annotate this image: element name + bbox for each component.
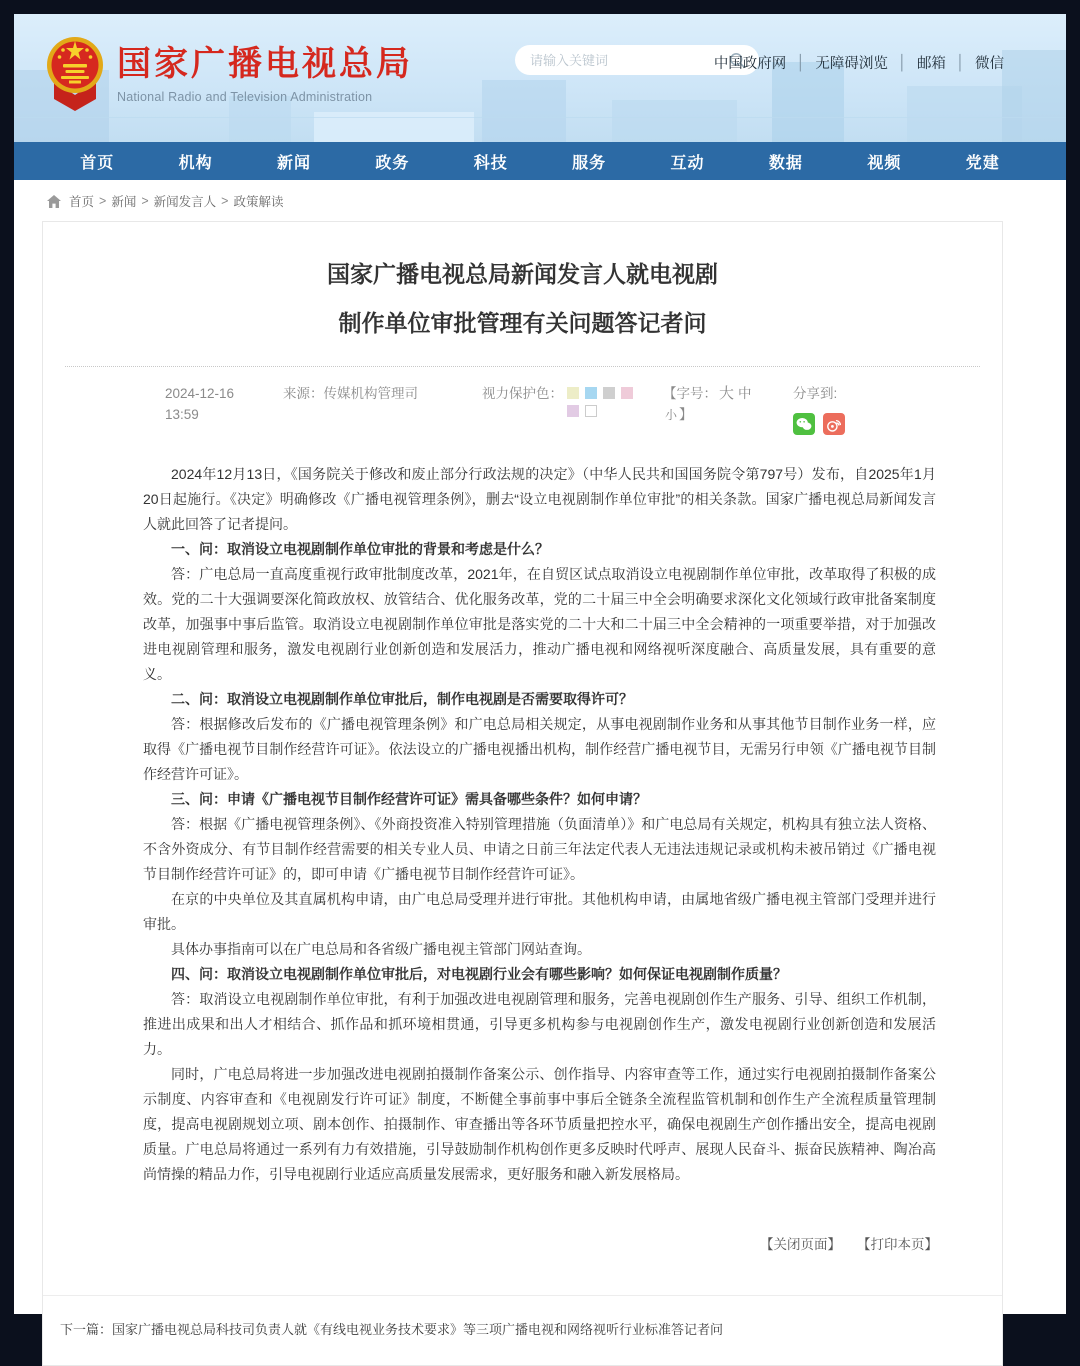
nav-item-9[interactable]: 党建 xyxy=(965,154,1000,172)
body-paragraph: 答：根据修改后发布的《广播电视管理条例》和广电总局相关规定，从事电视剧制作业务和从事其他节目制作业务一样，应取得《广播电视节目制作经营许可证》。依法设立的广播电视播出机构，制作经营广播电视节目，无需另行申领《广播电视节目制作经营许可证》。 xyxy=(143,716,936,782)
article-title xyxy=(65,222,980,367)
eye-protect-swatch-0[interactable] xyxy=(567,387,579,399)
site-header xyxy=(14,14,1066,142)
font-size-close-bracket: 】 xyxy=(679,407,693,422)
article-meta xyxy=(165,383,942,435)
article-card xyxy=(42,221,1003,1366)
next-article-link[interactable]: 下一篇：国家广播电视总局科技司负责人就《有线电视业务技术要求》等三项广播电视和网络视听行业标准答记者问 xyxy=(60,1322,724,1337)
article-title-line1: 国家广播电视总局新闻发言人就电视剧 xyxy=(327,261,718,287)
question-paragraph: 四、问：取消设立电视剧制作单位审批后，对电视剧行业会有哪些影响？如何保证电视剧制作质量？ xyxy=(171,966,787,982)
question-paragraph: 二、问：取消设立电视剧制作单位审批后，制作电视剧是否需要取得许可？ xyxy=(171,691,633,707)
nav-item-8[interactable]: 视频 xyxy=(867,154,902,172)
eye-protect-label: 视力保护色： xyxy=(482,386,563,401)
question-paragraph: 三、问：申请《广播电视节目制作经营许可证》需具备哪些条件？如何申请？ xyxy=(171,791,647,807)
eye-protect-swatch-4[interactable] xyxy=(567,405,579,417)
body-paragraph: 答：根据《广播电视管理条例》、《外商投资准入特别管理措施（负面清单）》和广电总局有关规定，机构具有独立法人资格、不含外资成分、有节目制作经营需要的相关专业人员、申请之日前三年法定代表人无违法违规记录或机构未被吊销过《广播电视节目制作经营许可证》的，即可申请《广播电视节目制作经营许可证》。 xyxy=(143,816,936,882)
body-paragraph: 同时，广电总局将进一步加强改进电视剧拍摄制作备案公示、创作指导、内容审查等工作，通过实行电视剧拍摄制作备案公示制度、内容审查和《电视剧发行许可证》制度，不断健全事前事中事后全链条全流程监管机制和创作生产全流程质量管理制度，提高电视剧规划立项、剧本创作、拍摄制作、审查播出等各环节质量把控水平，确保电视剧生产创作播出安全，提高电视剧质量。广电总局将通过一系列有力有效措施，引导鼓励制作机构创作更多反映时代呼声、展现人民奋斗、振奋民族精神、陶冶高尚情操的精品力作，引导电视剧行业适应高质量发展需求，更好服务和融入新发展格局。 xyxy=(143,1066,936,1182)
article-title-line2: 制作单位审批管理有关问题答记者问 xyxy=(338,310,707,336)
body-paragraph: 在京的中央单位及其直属机构申请，由广电总局受理并进行审批。其他机构申请，由属地省级广播电视主管部门受理并进行审批。 xyxy=(143,891,936,932)
body-paragraph: 答：广电总局一直高度重视行政审批制度改革，2021年，在自贸区试点取消设立电视剧制作单位审批，改革取得了积极的成效。党的二十大强调要深化简政放权、放管结合、优化服务改革，党的二十届三中全会明确要求深化文化领域行政审批备案制度改革，加强事中事后监管。取消设立电视剧制作单位审批是落实党的二十大和二十届三中全会精神的一项重要举措，对于加强改进电视剧管理和服务，激发电视剧行业创新创造和发展活力，推动广播电视和网络视听深度融合、高质量发展，具有重要的意义。 xyxy=(143,566,936,682)
body-paragraph: 答：取消设立电视剧制作单位审批，有利于加强改进电视剧管理和服务，完善电视剧创作生产服务、引导、组织工作机制，推进出成果和出人才相结合、抓作品和抓环境相贯通，引导更多机构参与电视剧创作生产，激发电视剧行业创新创造和发展活力。 xyxy=(143,991,936,1057)
header-link-2[interactable]: 邮箱 xyxy=(916,56,946,72)
card-footer xyxy=(43,1295,1002,1365)
nav-item-2[interactable]: 新闻 xyxy=(276,154,311,172)
font-size-open-bracket: 【字号： xyxy=(663,386,717,401)
site-logo[interactable] xyxy=(46,29,413,120)
breadcrumb-item-1[interactable]: 新闻 xyxy=(111,195,137,209)
nav-item-5[interactable]: 服务 xyxy=(572,154,607,172)
header-link-1[interactable]: 无障碍浏览 xyxy=(815,56,888,72)
eye-protect-swatches xyxy=(567,383,645,417)
national-emblem-icon xyxy=(46,29,104,120)
breadcrumb-separator: > xyxy=(99,194,107,208)
share-icons xyxy=(793,413,845,435)
nav-item-4[interactable]: 科技 xyxy=(473,154,508,172)
nav-item-0[interactable]: 首页 xyxy=(80,154,115,172)
page-actions xyxy=(43,1187,1002,1253)
font-size-option-2[interactable]: 小 xyxy=(665,408,678,422)
header-link-3[interactable]: 微信 xyxy=(975,56,1004,72)
search-input[interactable] xyxy=(528,52,729,69)
breadcrumb xyxy=(14,180,1066,219)
site-title: 国家广播电视总局 xyxy=(117,45,413,84)
font-size-option-0[interactable]: 大 xyxy=(719,385,735,402)
eye-protect-swatch-1[interactable] xyxy=(585,387,597,399)
question-paragraph: 一、问：取消设立电视剧制作单位审批的背景和考虑是什么？ xyxy=(171,541,549,557)
share-control xyxy=(793,383,845,435)
breadcrumb-separator: > xyxy=(141,194,149,208)
body-paragraph: 2024年12月13日，《国务院关于修改和废止部分行政法规的决定》（中华人民共和国国务院令第797号）发布，自2025年1月20日起施行。《决定》明确修改《广播电视管理条例》，删去“设立电视剧制作单位审批”的相关条款。国家广播电视总局新闻发言人就此回答了记者提问。 xyxy=(143,466,936,532)
share-label: 分享到: xyxy=(793,386,838,401)
article-source: 来源：传媒机构管理司 xyxy=(283,386,418,401)
breadcrumb-separator: > xyxy=(221,194,229,208)
skyline-decoration xyxy=(612,100,737,142)
quick-links xyxy=(704,52,1014,73)
nav-item-7[interactable]: 数据 xyxy=(768,154,803,172)
nav-item-6[interactable]: 互动 xyxy=(670,154,705,172)
skyline-decoration xyxy=(482,80,566,142)
page xyxy=(14,14,1066,1337)
print-page-button[interactable]: 【打印本页】 xyxy=(857,1237,938,1252)
main-nav xyxy=(14,142,1066,180)
link-separator: │ xyxy=(796,54,806,71)
wechat-share-icon[interactable] xyxy=(793,413,815,435)
article-body xyxy=(43,435,1002,1187)
breadcrumb-item-0[interactable]: 首页 xyxy=(69,195,95,209)
font-size-control xyxy=(663,383,781,426)
site-title-english: National Radio and Television Administration xyxy=(117,89,373,104)
font-size-option-1[interactable]: 中 xyxy=(738,386,752,401)
nav-item-3[interactable]: 政务 xyxy=(375,154,410,172)
breadcrumb-item-3[interactable]: 政策解读 xyxy=(233,195,284,209)
home-icon[interactable] xyxy=(47,195,61,208)
header-link-0[interactable]: 中国政府网 xyxy=(713,56,787,72)
breadcrumb-item-2[interactable]: 新闻发言人 xyxy=(153,195,217,209)
link-separator: │ xyxy=(955,54,965,71)
eye-protect-swatch-3[interactable] xyxy=(621,387,633,399)
breadcrumb-items xyxy=(69,192,284,210)
link-separator: │ xyxy=(897,54,907,71)
eye-protect-swatch-2[interactable] xyxy=(603,387,615,399)
publish-date: 2024-12-16 13:59 xyxy=(165,386,235,422)
skyline-decoration xyxy=(772,62,844,142)
nav-item-1[interactable]: 机构 xyxy=(178,154,213,172)
eye-protect-control xyxy=(482,383,645,417)
weibo-share-icon[interactable] xyxy=(823,413,845,435)
eye-protect-swatch-5[interactable] xyxy=(585,405,597,417)
close-page-button[interactable]: 【关闭页面】 xyxy=(760,1237,841,1252)
body-paragraph: 具体办事指南可以在广电总局和各省级广播电视主管部门网站查询。 xyxy=(171,941,591,957)
